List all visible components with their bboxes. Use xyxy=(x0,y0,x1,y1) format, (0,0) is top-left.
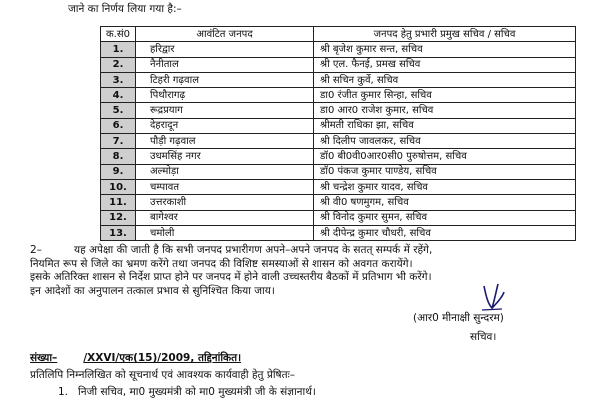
table-row xyxy=(101,149,576,164)
row-officer: डॉ0 पंकज कुमार पाण्डेय, सचिव xyxy=(314,164,576,179)
intro-line: जाने का निर्णय लिया गया है:– xyxy=(68,3,182,15)
table-row xyxy=(101,103,576,118)
row-district: पिथौरागढ़ xyxy=(136,88,314,103)
table-header-row xyxy=(101,27,576,42)
row-officer: श्री सचिन कुर्वे, सचिव xyxy=(314,72,576,87)
row-district: अल्मोड़ा xyxy=(136,164,314,179)
row-serial: 12. xyxy=(101,210,136,225)
paragraph-line xyxy=(30,244,590,258)
row-district: चमोली xyxy=(136,225,314,240)
row-serial: 2. xyxy=(101,57,136,72)
row-serial: 6. xyxy=(101,118,136,133)
table-row xyxy=(101,225,576,240)
row-district: टिहरी गढ़वाल xyxy=(136,72,314,87)
row-officer: श्री बृजेश कुमार सन्त, सचिव xyxy=(314,42,576,57)
row-officer: डॉ0 बी0वी0आर0सी0 पुरुषोत्तम, सचिव xyxy=(314,149,576,164)
row-officer: श्री विनोद कुमार सुमन, सचिव xyxy=(314,210,576,225)
copy-item-number: 1. xyxy=(58,386,69,398)
paragraph-line: नियमित रूप से जिले का भ्रमण करेंगे तथा जनपद की विशिष्ट समस्याओं से शासन को अवगत करायेंगे। xyxy=(30,257,413,270)
table-row xyxy=(101,195,576,210)
paragraph-line: इन आदेशों का अनुपालन तत्काल प्रभाव से सुनिश्चित किया जाय। xyxy=(30,284,275,297)
table-row xyxy=(101,118,576,133)
table-row xyxy=(101,210,576,225)
table-row xyxy=(101,72,576,87)
copy-item xyxy=(58,385,316,399)
reference-number xyxy=(30,351,241,365)
table-row xyxy=(101,164,576,179)
row-officer: डा0 रंजीत कुमार सिन्हा, सचिव xyxy=(314,88,576,103)
row-district: उधमसिंह नगर xyxy=(136,149,314,164)
row-district: चम्पावत xyxy=(136,179,314,194)
row-serial: 13. xyxy=(101,225,136,240)
header-officer: जनपद हेतु प्रभारी प्रमुख सचिव / सचिव xyxy=(314,27,576,42)
row-officer: श्री दीपेन्द्र कुमार चौधरी, सचिव xyxy=(314,225,576,240)
row-serial: 11. xyxy=(101,195,136,210)
reference-label: संख्या– xyxy=(30,352,58,364)
row-district: नैनीताल xyxy=(136,57,314,72)
paragraph-number: 2– xyxy=(30,244,42,256)
row-serial: 4. xyxy=(101,88,136,103)
row-serial: 9. xyxy=(101,164,136,179)
row-serial: 5. xyxy=(101,103,136,118)
row-officer: डा0 आर0 राजेश कुमार, सचिव xyxy=(314,103,576,118)
row-district: हरिद्वार xyxy=(136,42,314,57)
reference-value: /XXVI/एक(15)/2009, तद्दिनांकित। xyxy=(83,352,242,364)
paragraph-line: इसके अतिरिक्त शासन से निर्देश प्राप्त होने पर जनपद में होने वाली उच्चस्तरीय बैठकों में प्रतिभाग भी करेंगे। xyxy=(30,271,432,283)
row-officer: श्री एल. फैनई, प्रमख सचिव xyxy=(314,57,576,72)
signatory-name: (आर0 मीनाक्षी सुन्दरम) xyxy=(413,312,504,324)
table-row xyxy=(101,88,576,103)
row-serial: 8. xyxy=(101,149,136,164)
row-serial: 7. xyxy=(101,134,136,149)
header-district: आवंटित जनपद xyxy=(136,27,314,42)
signatory-designation: सचिव। xyxy=(470,331,497,343)
row-serial: 10. xyxy=(101,179,136,194)
row-district: उत्तरकाशी xyxy=(136,195,314,210)
table-row xyxy=(101,179,576,194)
table-row xyxy=(101,57,576,72)
table-row xyxy=(101,42,576,57)
row-district: पौड़ी गढ़वाल xyxy=(136,134,314,149)
copy-to-line: प्रतिलिपि निम्नलिखित को सूचनार्थ एवं आवश्यक कार्यवाही हेतु प्रेषितः– xyxy=(30,369,295,381)
row-district: बागेश्वर xyxy=(136,210,314,225)
row-serial: 1. xyxy=(101,42,136,57)
paragraph-text: यह अपेक्षा की जाती है कि सभी जनपद प्रभारीगण अपने–अपने जनपद के सतत् सम्पर्क में रहेंगे, xyxy=(74,244,433,256)
copy-item-text: निजी सचिव, मा0 मुख्यमंत्री को मा0 मुख्यमंत्री जी के संज्ञानार्थ। xyxy=(78,386,316,398)
row-serial: 3. xyxy=(101,72,136,87)
row-district: देहरादून xyxy=(136,118,314,133)
table-row xyxy=(101,134,576,149)
handwritten-signature-icon xyxy=(480,282,506,312)
row-officer: श्रीमती राधिका झा, सचिव xyxy=(314,118,576,133)
row-officer: श्री दिलीप जावलकर, सचिव xyxy=(314,134,576,149)
district-officer-table xyxy=(100,26,576,241)
row-officer: श्री चन्द्रेश कुमार यादव, सचिव xyxy=(314,179,576,194)
header-serial: क.सं0 xyxy=(101,27,136,42)
row-district: रूद्रप्रयाग xyxy=(136,103,314,118)
paragraph-2 xyxy=(30,244,590,298)
row-officer: श्री वी0 षणमुगम, सचिव xyxy=(314,195,576,210)
